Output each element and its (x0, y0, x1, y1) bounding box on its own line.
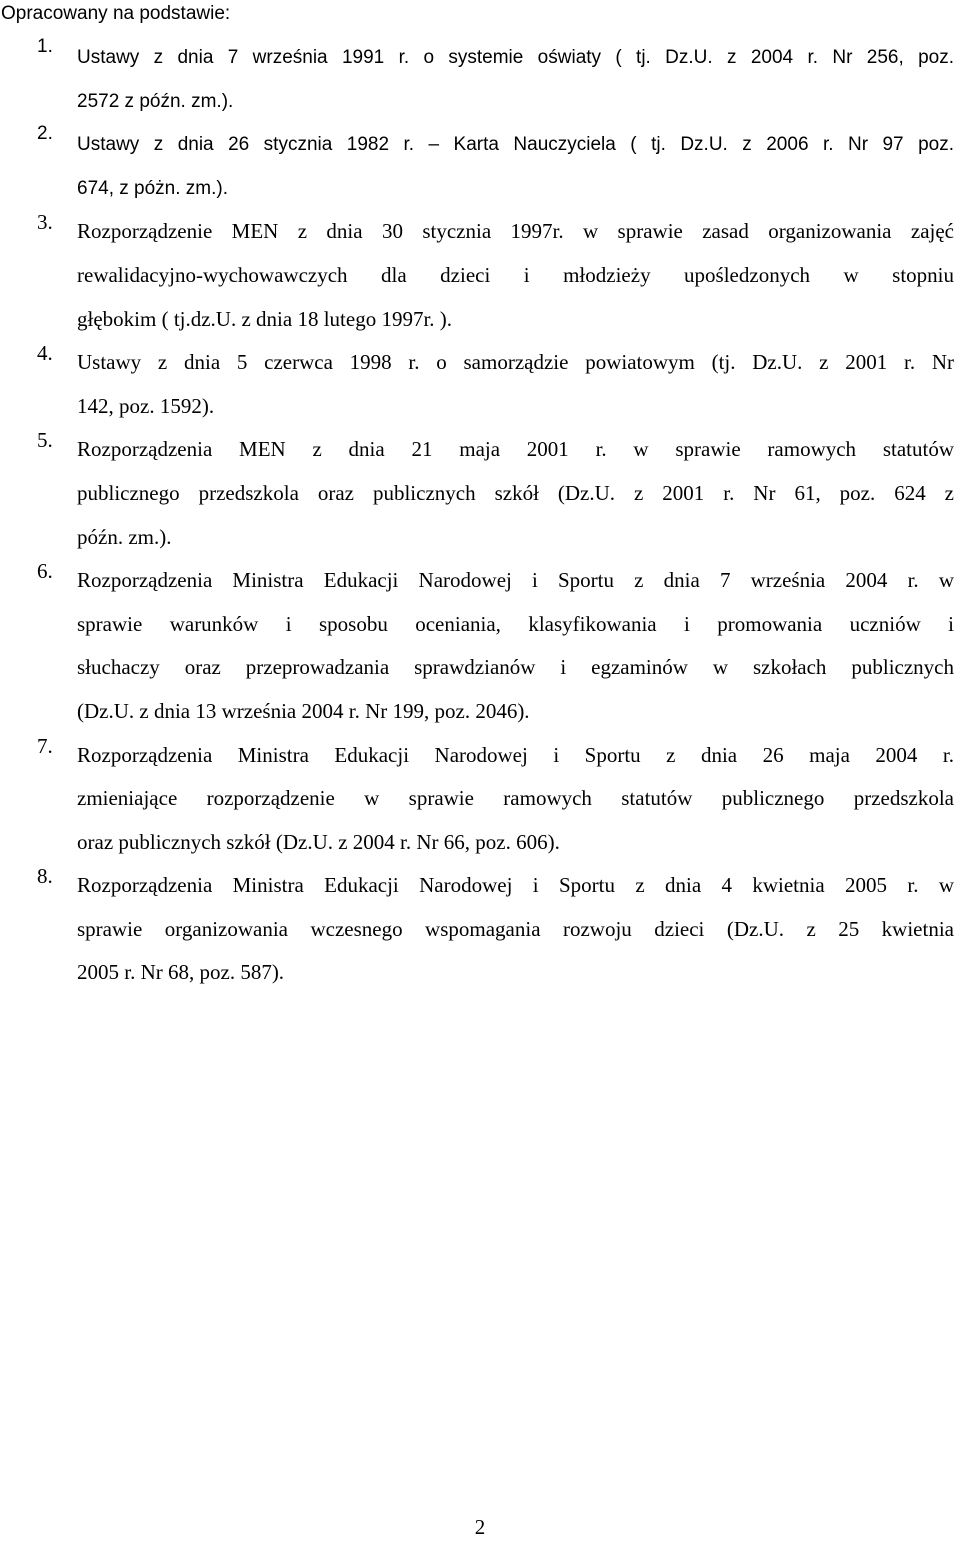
reference-line: sprawie organizowania wczesnego wspomagania rozwoju dzieci (Dz.U. z 25 kwietnia (77, 916, 954, 941)
reference-line: głębokim ( tj.dz.U. z dnia 18 lutego 1997r. ). (77, 306, 453, 331)
reference-line: (Dz.U. z dnia 13 września 2004 r. Nr 199, poz. 2046). (77, 698, 530, 723)
reference-number: 3. (37, 210, 53, 235)
reference-line: publicznego przedszkola oraz publicznych szkół (Dz.U. z 2001 r. Nr 61, poz. 624 z (77, 480, 954, 505)
reference-item-5 (0, 428, 960, 559)
reference-line: Rozporządzenia Ministra Edukacji Narodowej i Sportu z dnia 7 września 2004 r. w (77, 568, 954, 593)
reference-item-1 (0, 36, 960, 123)
reference-number: 6. (37, 559, 53, 584)
reference-number: 4. (37, 341, 53, 366)
reference-line: Ustawy z dnia 26 stycznia 1982 r. – Karta Nauczyciela ( tj. Dz.U. z 2006 r. Nr 97 poz. (77, 134, 954, 156)
reference-line: Rozporządzenia Ministra Edukacji Narodowej i Sportu z dnia 4 kwietnia 2005 r. w (77, 873, 954, 898)
reference-line: Rozporządzenia Ministra Edukacji Narodowej i Sportu z dnia 26 maja 2004 r. (77, 742, 954, 767)
reference-item-4 (0, 341, 960, 428)
reference-number: 7. (37, 733, 53, 758)
reference-line: Rozporządzenie MEN z dnia 30 stycznia 1997r. w sprawie zasad organizowania zajęć (77, 219, 954, 244)
reference-line: późn. zm.). (77, 524, 172, 549)
reference-number: 1. (37, 36, 53, 57)
reference-number: 5. (37, 428, 53, 453)
reference-line: sprawie warunków i sposobu oceniania, klasyfikowania i promowania uczniów i (77, 611, 954, 636)
reference-line: Ustawy z dnia 7 września 1991 r. o systemie oświaty ( tj. Dz.U. z 2004 r. Nr 256, poz. (77, 47, 954, 68)
reference-line: Ustawy z dnia 5 czerwca 1998 r. o samorządzie powiatowym (tj. Dz.U. z 2001 r. Nr (77, 350, 954, 375)
reference-item-2 (0, 123, 960, 210)
reference-line: 674, z póżn. zm.). (77, 177, 229, 199)
page-number: 2 (474, 1515, 486, 1539)
reference-line: słuchaczy oraz przeprowadzania sprawdzianów i egzaminów w szkołach publicznych (77, 655, 954, 680)
reference-item-7 (0, 734, 960, 865)
reference-item-8 (0, 864, 960, 995)
reference-line: oraz publicznych szkół (Dz.U. z 2004 r. Nr 66, poz. 606). (77, 829, 560, 854)
reference-item-3 (0, 210, 960, 341)
reference-number: 2. (37, 123, 53, 145)
reference-line: zmieniające rozporządzenie w sprawie ramowych statutów publicznego przedszkola (77, 786, 954, 811)
reference-line: rewalidacyjno-wychowawczych dla dzieci i młodzieży upośledzonych w stopniu (77, 262, 954, 287)
reference-line: 142, poz. 1592). (77, 393, 215, 418)
reference-list (0, 36, 960, 995)
reference-item-6 (0, 559, 960, 733)
reference-line: 2572 z późn. zm.). (77, 90, 234, 112)
intro-heading: Opracowany na podstawie: (1, 3, 231, 24)
reference-number: 8. (37, 864, 53, 889)
reference-line: Rozporządzenia MEN z dnia 21 maja 2001 r. w sprawie ramowych statutów (77, 437, 954, 462)
reference-line: 2005 r. Nr 68, poz. 587). (77, 960, 285, 985)
